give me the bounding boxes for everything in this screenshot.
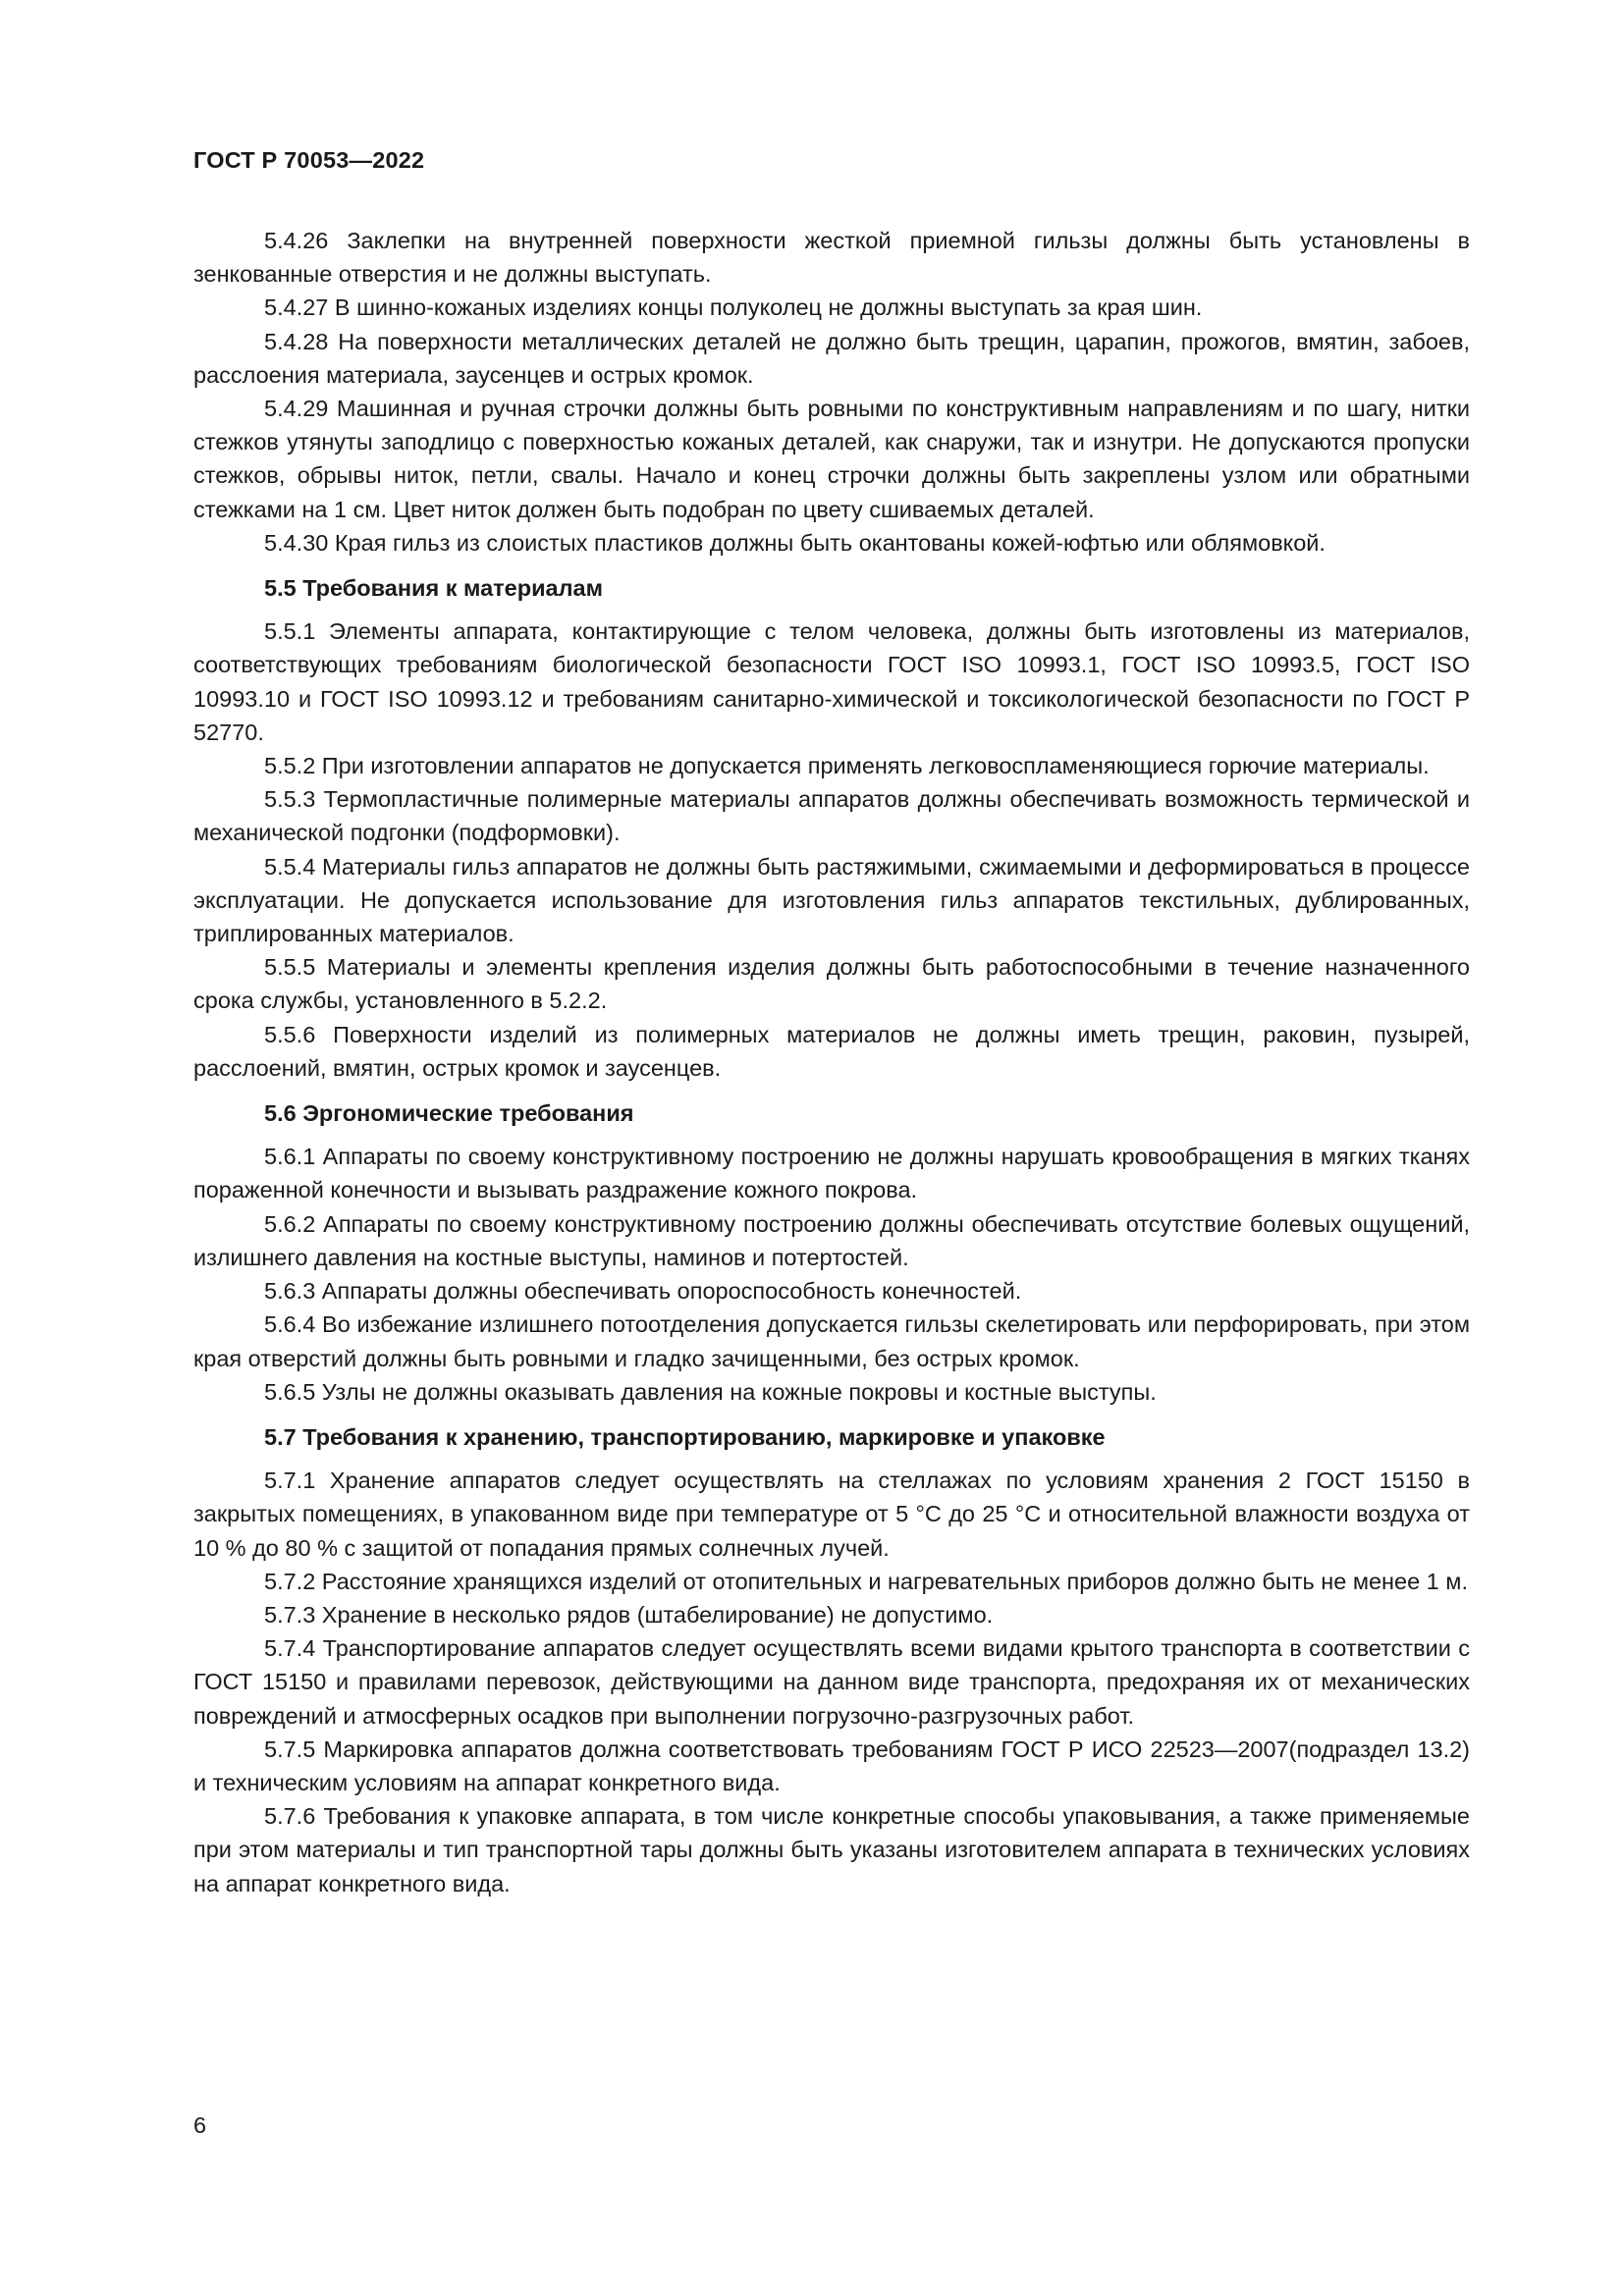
paragraph-5-7-1: 5.7.1 Хранение аппаратов следует осуществлять на стеллажах по условиям хранения 2 ГОСТ 15150 в закрытых помещениях, в упакованном виде при температуре от 5 °С до 25 °С и относительной влажности воздуха от 10 % до 80 % с защитой от попадания прямых солнечных лучей. (193, 1468, 1470, 1561)
paragraph-5-5-6: 5.5.6 Поверхности изделий из полимерных материалов не должны иметь трещин, раковин, пузырей, расслоений, вмятин, острых кромок и заусенцев. (193, 1021, 1470, 1081)
section-heading-5-7: 5.7 Требования к хранению, транспортированию, маркировке и упаковке (264, 1423, 1106, 1450)
paragraph-5-4-30: 5.4.30 Края гильз из слоистых пластиков должны быть окантованы кожей-юфтью или облямовкой. (264, 529, 1326, 556)
paragraph-5-6-5: 5.6.5 Узлы не должны оказывать давления на кожные покровы и костные выступы. (264, 1378, 1157, 1405)
paragraph-5-7-2: 5.7.2 Расстояние хранящихся изделий от отопительных и нагревательных приборов должно быть не менее 1 м. (264, 1568, 1468, 1594)
paragraph-5-7-3: 5.7.3 Хранение в несколько рядов (штабелирование) не допустимо. (264, 1601, 994, 1628)
paragraph-5-6-1: 5.6.1 Аппараты по своему конструктивному построению не должны нарушать кровообращения в мягких тканях пораженной конечности и вызывать раздражение кожного покрова. (193, 1144, 1470, 1203)
paragraph-5-7-6: 5.7.6 Требования к упаковке аппарата, в том числе конкретные способы упаковывания, а также применяемые при этом материалы и тип транспортной тары должны быть указаны изготовителем аппарата в технических условиях на аппарат конкретного вида. (193, 1803, 1470, 1896)
section-heading-5-6: 5.6 Эргономические требования (264, 1100, 634, 1127)
section-heading-5-5: 5.5 Требования к материалам (264, 575, 603, 602)
paragraph-5-4-27: 5.4.27 В шинно-кожаных изделиях концы полуколец не должны выступать за края шин. (264, 294, 1203, 321)
paragraph-5-5-3: 5.5.3 Термопластичные полимерные материалы аппаратов должны обеспечивать возможность термической и механической подгонки (подформовки). (193, 786, 1470, 846)
paragraph-5-6-4: 5.6.4 Во избежание излишнего потоотделения допускается гильзы скелетировать или перфорировать, при этом края отверстий должны быть ровными и гладко зачищенными, без острых кромок. (193, 1311, 1470, 1371)
document-body (193, 224, 1470, 1900)
paragraph-5-5-4: 5.5.4 Материалы гильз аппаратов не должны быть растяжимыми, сжимаемыми и деформироваться в процессе эксплуатации. Не допускается использование для изготовления гильз аппаратов текстильных, дублированных, триплированных материалов. (193, 853, 1470, 947)
paragraph-5-4-28: 5.4.28 На поверхности металлических деталей не должно быть трещин, царапин, прожогов, вмятин, забоев, расслоения материала, заусенцев и острых кромок. (193, 328, 1470, 388)
paragraph-5-5-2: 5.5.2 При изготовлении аппаратов не допускается применять легковоспламеняющиеся горючие материалы. (264, 753, 1430, 779)
paragraph-5-5-5: 5.5.5 Материалы и элементы крепления изделия должны быть работоспособными в течение назначенного срока службы, установленного в 5.2.2. (193, 954, 1470, 1014)
paragraph-5-7-5: 5.7.5 Маркировка аппаратов должна соответствовать требованиям ГОСТ Р ИСО 22523—2007(подраздел 13.2) и техническим условиям на аппарат конкретного вида. (193, 1735, 1470, 1795)
document-code-header: ГОСТ Р 70053—2022 (193, 147, 425, 173)
paragraph-5-6-3: 5.6.3 Аппараты должны обеспечивать опороспособность конечностей. (264, 1278, 1022, 1305)
paragraph-5-4-26: 5.4.26 Заклепки на внутренней поверхности жесткой приемной гильзы должны быть установлены в зенкованные отверстия и не должны выступать. (193, 228, 1470, 288)
paragraph-5-5-1: 5.5.1 Элементы аппарата, контактирующие с телом человека, должны быть изготовлены из материалов, соответствующих требованиям биологической безопасности ГОСТ ISO 10993.1, ГОСТ ISO 10993.5, ГОСТ ISO 10993.10 и ГОСТ ISO 10993.12 и требованиям санитарно-химической и токсикологической безопасности по ГОСТ Р 52770. (193, 618, 1470, 745)
paragraph-5-6-2: 5.6.2 Аппараты по своему конструктивному построению должны обеспечивать отсутствие болевых ощущений, излишнего давления на костные выступы, наминов и потертостей. (193, 1210, 1470, 1270)
paragraph-5-4-29: 5.4.29 Машинная и ручная строчки должны быть ровными по конструктивным направлениям и по шагу, нитки стежков утянуты заподлицо с поверхностью кожаных деталей, как снаружи, так и изнутри. Не допускаются пропуски стежков, обрывы ниток, петли, свалы. Начало и конец строчки должны быть закреплены узлом или обратными стежками на 1 см. Цвет ниток должен быть подобран по цвету сшиваемых деталей. (193, 396, 1470, 522)
paragraph-5-7-4: 5.7.4 Транспортирование аппаратов следует осуществлять всеми видами крытого транспорта в соответствии с ГОСТ 15150 и правилами перевозок, действующими на данном виде транспорта, предохраняя их от механических повреждений и атмосферных осадков при выполнении погрузочно-разгрузочных работ. (193, 1635, 1470, 1729)
page-number: 6 (193, 2112, 207, 2138)
